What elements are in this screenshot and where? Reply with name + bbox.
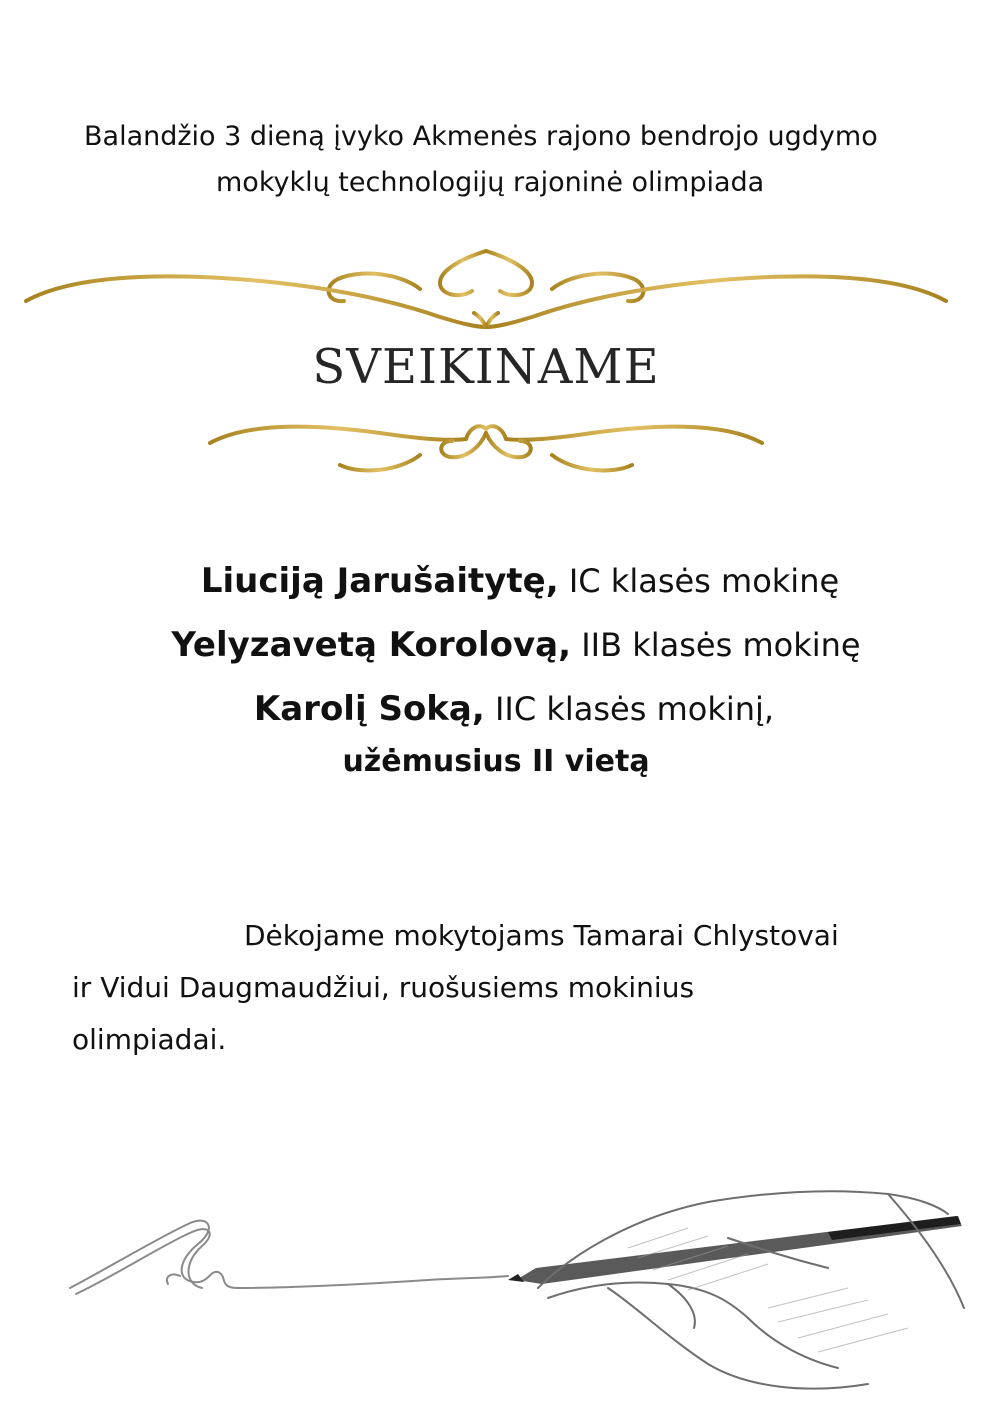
winners-list (0, 549, 992, 787)
banner-title: SVEIKINAME (312, 339, 660, 395)
winner-name: Karolį Soką, (253, 689, 485, 729)
thanks-line-1: Dėkojame mokytojams Tamarai Chlystovai (244, 919, 839, 952)
winner-class: IIC klasės mokinį, (484, 690, 775, 728)
winner-line (40, 613, 992, 677)
winner-name: Yelyzavetą Korolovą, (171, 625, 572, 665)
winner-line (48, 549, 992, 613)
pen-icon (508, 1216, 962, 1284)
winner-class: IIB klasės mokinę (571, 626, 861, 664)
hand-signing-illustration (68, 1188, 968, 1398)
placement-text: užėmusius II vietą (342, 744, 650, 779)
winner-line (36, 677, 992, 741)
winner-name: Liuciją Jarušaitytę, (200, 561, 559, 601)
intro-line-2: mokyklų technologijų rajoninė olimpiada (216, 167, 765, 198)
intro-line-1: Balandžio 3 dieną įvyko Akmenės rajono bendrojo ugdymo (84, 121, 878, 152)
thanks-line-3: olimpiadai. (72, 1023, 227, 1056)
congratulations-banner (20, 243, 952, 483)
thanks-line-2: ir Vidui Daugmaudžiui, ruošusiems mokinius (72, 971, 695, 1004)
winner-class: IC klasės mokinę (558, 562, 840, 600)
thanks-paragraph (72, 910, 952, 1066)
